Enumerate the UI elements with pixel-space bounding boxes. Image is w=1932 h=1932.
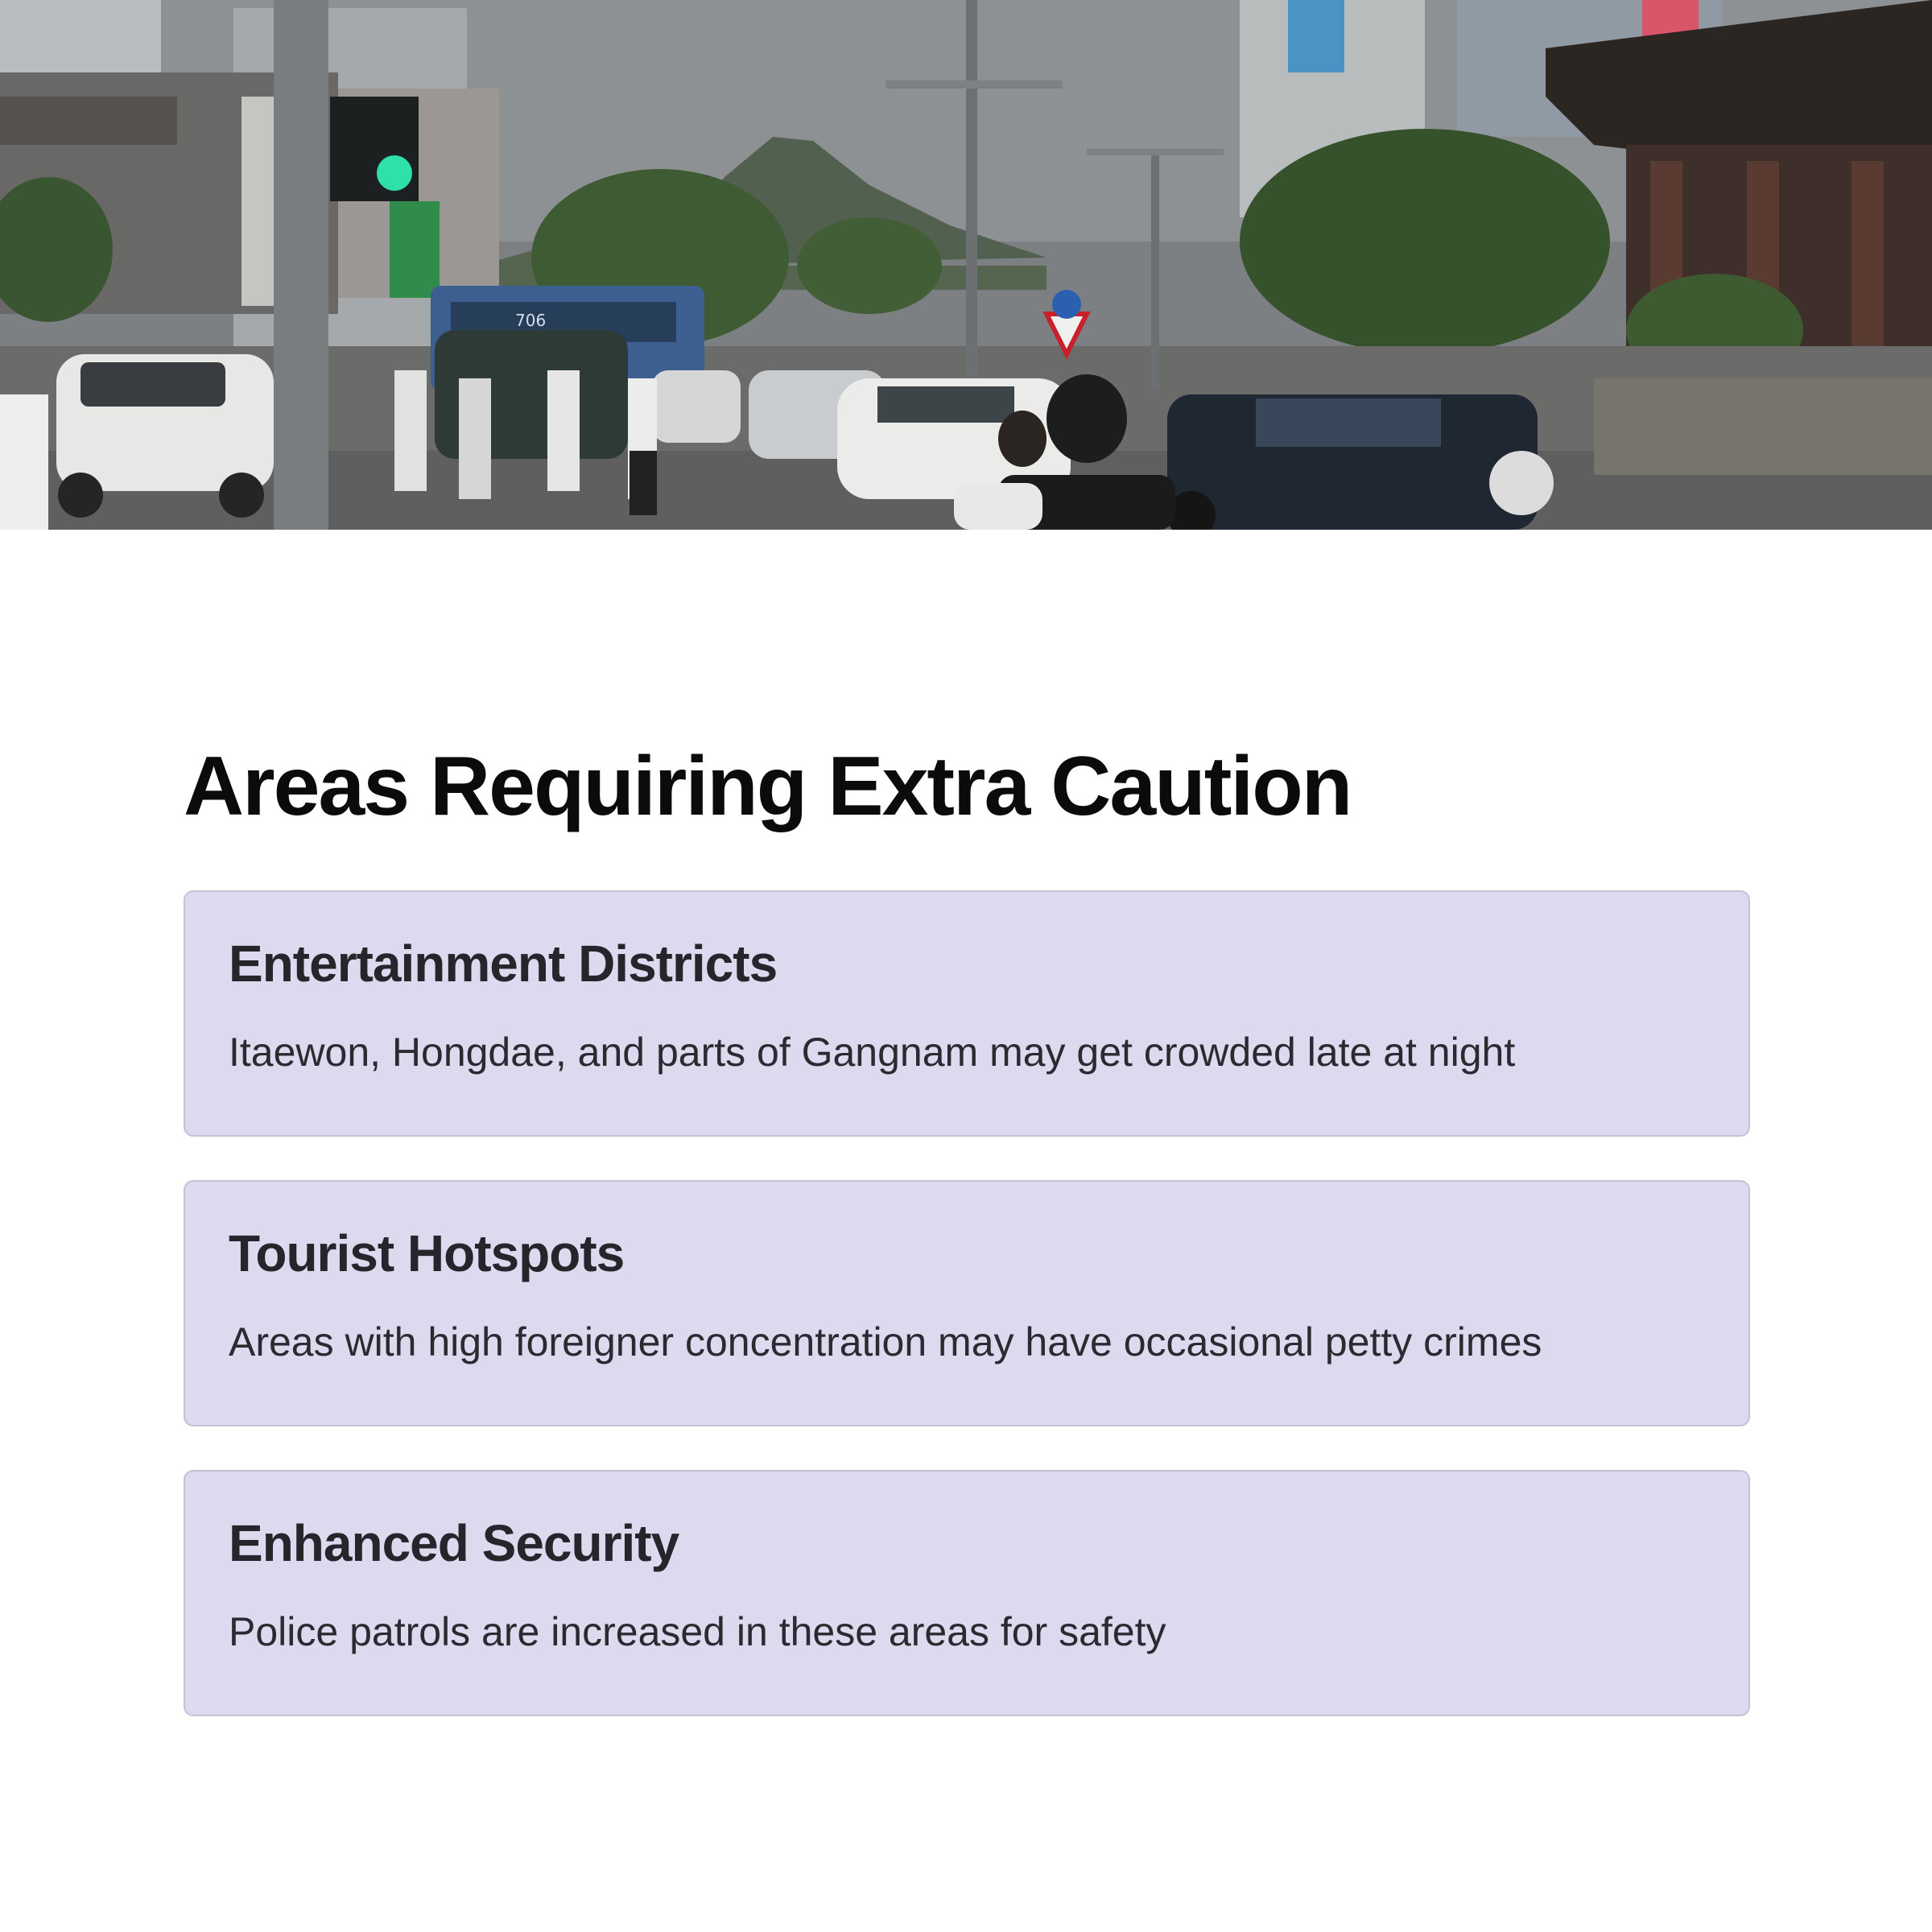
card-description: Police patrols are increased in these areas for safety [229,1608,1166,1654]
hero-image [0,0,1932,530]
street-scene-illustration [0,0,1932,530]
caution-card-enhanced-security [184,1470,1750,1716]
bus-number: 706 [515,311,547,330]
card-description: Areas with high foreigner concentration may have occasional petty crimes [229,1319,1542,1364]
page-title: Areas Requiring Extra Caution [184,740,1352,833]
main-content [184,741,1750,1760]
card-description: Itaewon, Hongdae, and parts of Gangnam may get crowded late at night [229,1029,1516,1075]
card-title: Enhanced Security [229,1514,679,1573]
card-title: Entertainment Districts [229,935,778,993]
caution-card-entertainment [184,890,1750,1137]
card-title: Tourist Hotspots [229,1224,625,1283]
caution-card-tourist-hotspots [184,1180,1750,1426]
